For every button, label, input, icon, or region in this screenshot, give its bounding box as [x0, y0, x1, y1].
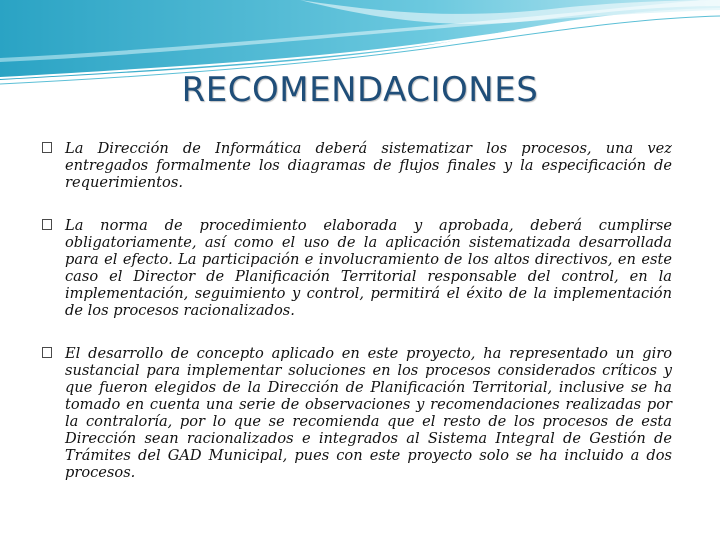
checkbox-bullet-icon — [42, 142, 52, 153]
bullet-list — [42, 140, 672, 481]
bullet-item — [42, 217, 672, 319]
bullet-text: La Dirección de Informática deberá sistematizar los procesos, una vez entregados formalmente los diagramas de flujos finales y la especificación de requerimientos. — [65, 140, 672, 191]
slide-title: RECOMENDACIONES — [181, 70, 539, 110]
checkbox-bullet-icon — [42, 219, 52, 230]
bullet-item — [42, 345, 672, 481]
checkbox-bullet-icon — [42, 347, 52, 358]
bullet-text: La norma de procedimiento elaborada y aprobada, deberá cumplirse obligatoriamente, así como el uso de la aplicación sistematizada desarrollada para el efecto. La participación e involucramiento de los altos directivos, en este caso el Director de Planificación Territorial responsable del control, en la implementación, seguimiento y control, permitirá el éxito de la implementación de los procesos racionalizados. — [65, 217, 672, 319]
bullet-text: El desarrollo de concepto aplicado en este proyecto, ha representado un giro sustancial para implementar soluciones en los procesos considerados críticos y que fueron elegidos de la Dirección de Planificación Territorial, inclusive se ha tomado en cuenta una serie de observaciones y recomendaciones realizadas por la contraloría, por lo que se recomienda que el resto de los procesos de esta Dirección sean racionalizados e integrados al Sistema Integral de Gestión de Trámites del GAD Municipal, pues con este proyecto solo se ha incluido a dos procesos. — [65, 345, 672, 481]
bullet-item — [42, 140, 672, 191]
